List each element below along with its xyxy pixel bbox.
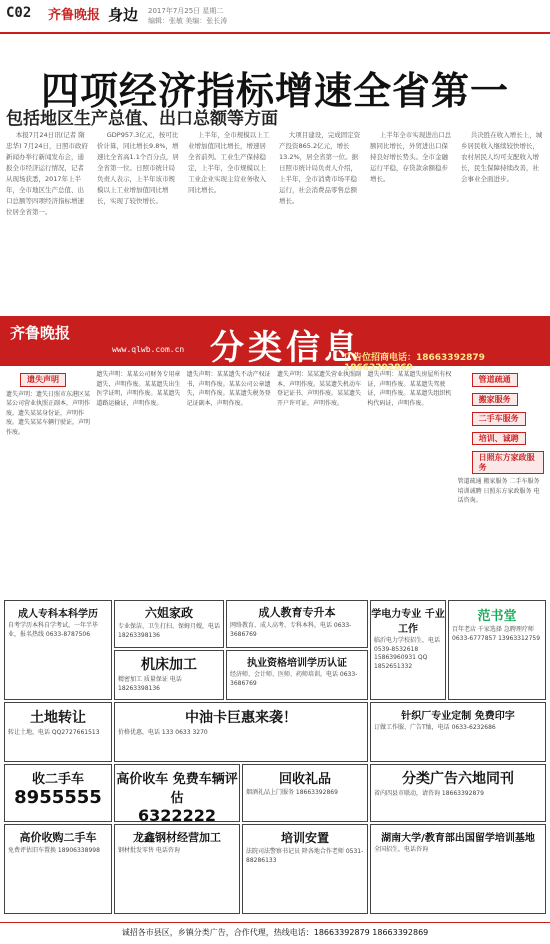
ad-box[interactable]: 培训安置 法院司法警察书记员 降各地合作老师 0531-88286133	[242, 824, 368, 914]
ad-box[interactable]: 成人教育专升本 网络教育、成人高考、专科本科，电话 0633-3686769	[226, 600, 368, 648]
page-footer: 诚招各市县区，乡镇分类广告，合作代理，热线电话：18663392879 18663392869	[0, 922, 550, 944]
listing-column	[277, 370, 363, 596]
ad-box[interactable]: 土地转让 转让土地，电话 QQ2727661513	[4, 702, 112, 762]
ad-box[interactable]: 针织厂专业定制 免费印字 订做工作服、广告T恤，电话 0633-6232686	[370, 702, 546, 762]
banner-url[interactable]: www.qlwb.com.cn	[112, 345, 185, 354]
ad-box[interactable]: 回收礼品 烟酒礼品上门服务 18663392869	[242, 764, 368, 822]
article-column: GDP957.3亿元，按可比价计算，同比增长9.8%，增速比全省高1.1个百分点，居全省第一位。日照市统计局负责人表示，上半年该市规模以上工业增加值同比增长，实现了较快增长。	[97, 131, 179, 205]
ad-box[interactable]: 分类广告六地同刊 省内四县市联动，请咨询 18663392879	[370, 764, 546, 822]
listing-text: 遗失声明：某某遗失营业执照副本，声明作废。某某遗失机动车登记证书，声明作废。某某遗失开户许可证，声明作废。	[276, 371, 361, 407]
article-column: 大项目建设，完成固定资产投资865.2亿元，增长13.2%，居全省第一位。据日照市统计局负责人介绍，上半年，全市消费市场平稳运行，社会消费品零售总额增长。	[279, 131, 361, 205]
listing-text: 遗失声明：某某遗失不动产权证书，声明作废。某某公司公章遗失，声明作废。某某遗失税务登记证副本，声明作废。	[186, 371, 271, 407]
listing-column	[96, 370, 182, 596]
ad-box[interactable]: 收二手车 8955555	[4, 764, 112, 822]
tag-used-car: 二手车服务	[472, 412, 526, 426]
tag-training: 培训、诚聘	[472, 432, 526, 446]
ad-box[interactable]: 成人专科本科学历 自考学历本科自学考试，一年半毕业，报名热线 0633-8787506	[4, 600, 112, 700]
tag-moving: 搬家服务	[472, 393, 518, 407]
listing-column	[6, 370, 92, 596]
ad-box[interactable]: 执业资格培训学历认证 经济师、会计师、医师、药师培训，电话 0633-3686769	[226, 650, 368, 700]
display-ads	[4, 600, 546, 920]
listing-column	[367, 370, 453, 596]
page-number: C02	[6, 5, 32, 21]
article-headline: 四项经济指标增速全省第一	[40, 69, 509, 113]
section-title: 身边	[108, 6, 139, 24]
dateline	[148, 6, 298, 26]
classified-listings	[6, 370, 544, 596]
listing-column	[458, 370, 544, 596]
article-column: 上半年全市实现进出口总额同比增长，外贸进出口保持良好增长势头。全市金融运行平稳，存贷款余额稳步增长。	[370, 131, 452, 183]
article-column: 上半年，全市规模以上工业增加值同比增长，增速居全省前列。工业生产保持稳定，上半年，全市规模以上工业企业实现主营业务收入同比增长。	[188, 131, 270, 194]
ad-box[interactable]: 高价收车 免费车辆评估 6322222	[114, 764, 240, 822]
ad-box[interactable]: 高价收购二手车 免费评估旧车置换 18906338998	[4, 824, 112, 914]
banner-logo: 齐鲁晚报	[10, 324, 71, 342]
tag-pipe: 管道疏通	[472, 373, 518, 387]
editor-text: 编辑：张敏 美编：张长涛	[148, 17, 228, 25]
article-column: 共决胜在收入增长上，城乡居民收入继续较快增长，农村居民人均可支配收入增长，民生保障持续改善，社会事业全面进步。	[461, 131, 543, 183]
listing-text: 管道疏通 搬家服务 二手车服务 培训诚聘 日照东方家政服务 电话咨询。	[457, 478, 540, 504]
ad-box[interactable]: 六姐家政 专业保洁、卫生打扫、保姆月嫂，电话 18263398136	[114, 600, 224, 648]
listing-text: 遗失声明：遗失日照市东港区某某公司营业执照正副本，声明作废。遗失某某身份证，声明作废。遗失某某车辆行驶证，声明作废。	[6, 390, 91, 436]
banner-hotline: 广告位招商电话：18663392879 18663392869	[344, 353, 485, 373]
newspaper-logo: 齐鲁晚报	[48, 8, 101, 23]
tag-housekeeping: 日照东方家政服务	[472, 451, 544, 474]
tag-lost-notice: 遗失声明	[20, 373, 66, 387]
listing-text: 遗失声明：某某遗失房屋所有权证，声明作废。某某遗失驾驶证，声明作废。某某遗失组织机构代码证，声明作废。	[367, 371, 452, 407]
listing-column	[187, 370, 273, 596]
listing-text: 遗失声明：某某公司财务专用章遗失，声明作废。某某遗失出生医学证明，声明作废。某某遗失道路运输证，声明作废。	[96, 371, 181, 407]
ad-box[interactable]: 学电力专业 千业工作 临沂电力学校招生，电话 0539-8532618 15863960931 QQ 1852651332	[370, 600, 446, 700]
ad-box[interactable]: 机床加工 精密加工 质量保证 电话 18263398136	[114, 650, 224, 700]
ad-box[interactable]: 龙鑫钢材经营加工 钢材批发零售 电话咨询	[114, 824, 240, 914]
ad-box[interactable]: 范书堂 百年老店 千家选择 急聘理疗师 0633-6777857 13963312759	[448, 600, 546, 700]
banner-title: 分类信息	[210, 328, 362, 368]
date-text: 2017年7月25日 星期二	[148, 7, 224, 15]
ad-box[interactable]: 湖南大学/教育部出国留学培训基地 全国招生，电话咨询	[370, 824, 546, 914]
article-body	[6, 130, 544, 310]
article-subhead: 包括地区生产总值、出口总额等方面	[6, 109, 278, 129]
article-column: 本报7月24日讯(记者 隋忠华) 7月24日，日照市政府新闻办举行新闻发布会，通报全市经济运行情况，记者从现场获悉，2017年上半年，全市地区生产总值、出口总额等四项经济指标增速位居全省第一。	[6, 131, 89, 216]
ad-box[interactable]: 中油卡巨惠来袭！ 价格优惠，电话 133 0633 3270	[114, 702, 368, 762]
